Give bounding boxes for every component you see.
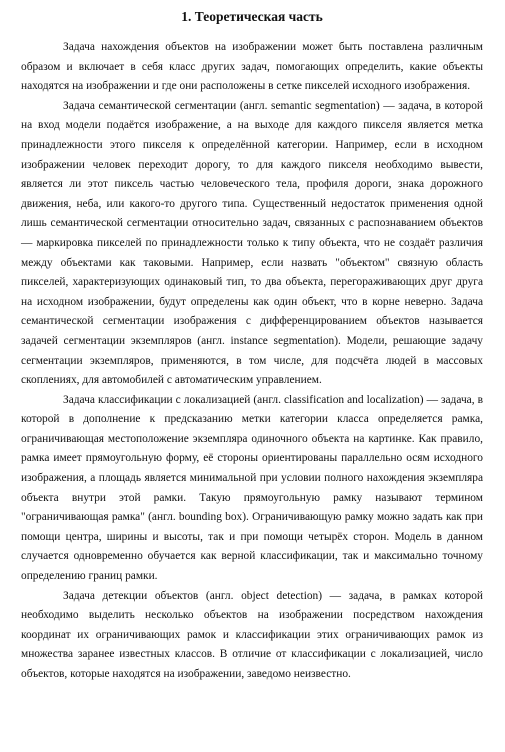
paragraph-semantic-segmentation: Задача семантической сегментации (англ. semantic segmentation) — задача, в которой на вход модели подаётся изображение, а на выходе для каждого пикселя является метка принадлежности этого пикселя к определённой категории. Например, если в исходном изображении человек переходит дорогу, то для каждого пикселя необходимо вывести, является ли этот пиксель частью человеческого тела, профиля дороги, знака дорожного движения, неба, или какого-то другого типа. Существенный недостаток применения одной лишь семантической сегментации относительно задач, связанных с распознаванием объектов — маркировка пикселей по принадлежности только к типу объекта, что не создаёт различия между объектами как таковыми. Например, если назвать "объектом" связную область пикселей, характеризующих одинаковый тип, то два объекта, перегораживающих друг друга на исходном изображении, будут определены как один объект, что в корне неверно. Задача семантической сегментации изображения с дифференцированием объектов называется задачей сегментации экземпляров (англ. instance segmentation). Модели, решающие задачу сегментации экземпляров, применяются, в том числе, для подсчёта людей в массовых скоплениях, для автомобилей с автоматическим управлением. — [21, 99, 483, 387]
section-title: 1. Теоретическая часть — [181, 9, 323, 24]
paragraph-object-detection: Задача детекции объектов (англ. object detection) — задача, в рамках которой необходимо выделить несколько объектов на изображении посредством нахождения координат их ограничивающих рамок и классификации этих ограничивающих рамок из множества заранее известных классов. В отличие от классификации с локализацией, число объектов, которые находятся на изображении, заведомо неизвестно. — [21, 589, 483, 680]
paragraph-intro: Задача нахождения объектов на изображении может быть поставлена различным образом и включает в себя класс других задач, помогающих определить, какие объекты находятся на изображении и где они расположены в сетке пикселей исходного изображения. — [21, 41, 483, 93]
paragraph-classification-localization: Задача классификации с локализацией (англ. classification and localization) — задача, в которой в дополнение к предсказанию метки категории класса определяется рамка, ограничивающая местоположение экземпляра одиночного объекта на картинке. Как правило, рамка имеет прямоугольную форму, её стороны ориентированы параллельно осям исходного изображения, а площадь является минимальной при условии полного нахождения экземпляра объекта внутри этой рамки. Такую прямоугольную рамку называют термином "ограничивающая рамка" (англ. bounding box). Ограничивающую рамку можно задать как при помощи центра, ширины и высоты, так и при помощи четырёх сторон. Модель в данном случается одновременно обучается как верной классификации, так и максимально точному определению границ рамки. — [21, 393, 483, 583]
